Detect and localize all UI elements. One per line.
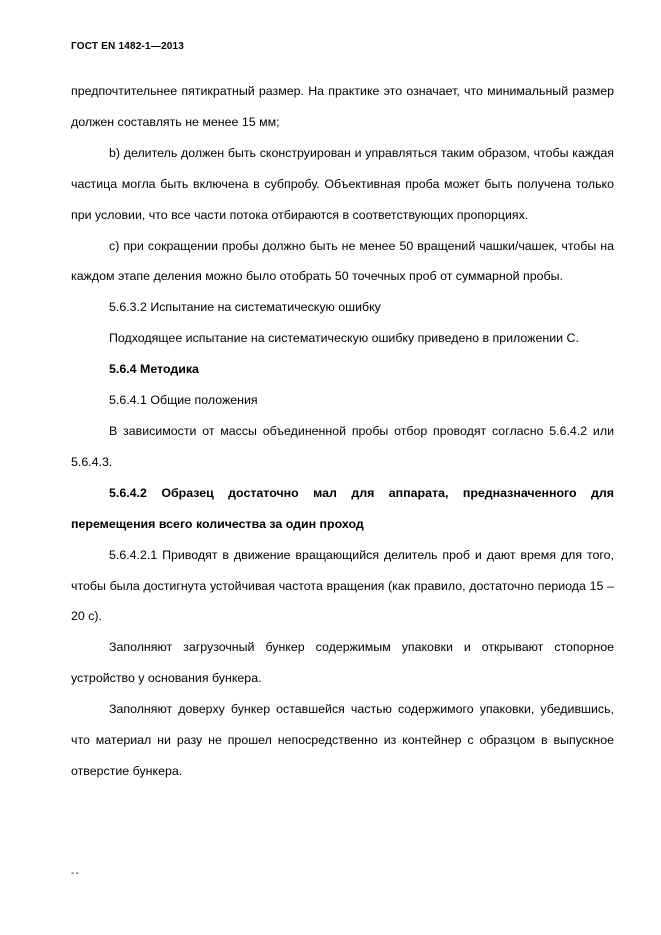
footer-mark: --: [71, 868, 80, 879]
standard-header: ГОСТ EN 1482-1—2013: [71, 41, 185, 52]
document-body: [71, 76, 614, 787]
paragraph-systematic-error: Подходящее испытание на систематическую ошибку приведено в приложении С.: [109, 331, 579, 346]
list-item-b: b) делитель должен быть сконструирован и управляться таким образом, чтобы каждая частица могла быть включена в субпробу. Объективная проба может быть получена только при условии, что все части потока отбираются в соответствующих пропорциях.: [71, 145, 614, 222]
section-5-6-4-2-heading: 5.6.4.2 Образец достаточно мал для аппарата, предназначенного для перемещения всего количества за один проход: [71, 485, 614, 531]
paragraph-continuation: предпочтительнее пятикратный размер. На практике это означает, что минимальный размер должен составлять не менее 15 мм;: [71, 84, 614, 129]
paragraph-fill-hopper: Заполняют загрузочный бункер содержимым упаковки и открывают стопорное устройство у основания бункера.: [71, 640, 614, 686]
paragraph-5-6-4-2-1: 5.6.4.2.1 Приводят в движение вращающийся делитель проб и дают время для того, чтобы была достигнута устойчивая частота вращения (как правило, достаточно периода 15 – 20 с).: [71, 547, 614, 624]
section-5-6-4-1-heading: 5.6.4.1 Общие положения: [109, 393, 258, 408]
paragraph-fill-remaining: Заполняют доверху бункер оставшейся частью содержимого упаковки, убедившись, что материал ни разу не прошел непосредственно из контейнер с образцом в выпускное отверстие бункера.: [71, 702, 614, 778]
paragraph-sampling-choice: В зависимости от массы объединенной пробы отбор проводят согласно 5.6.4.2 или 5.6.4.3.: [71, 423, 614, 469]
section-5-6-4-heading: 5.6.4 Методика: [109, 362, 199, 377]
section-5-6-3-2-heading: 5.6.3.2 Испытание на систематическую ошибку: [109, 300, 381, 315]
list-item-c: c) при сокращении пробы должно быть не менее 50 вращений чашки/чашек, чтобы на каждом этапе деления можно было отобрать 50 точечных проб от суммарной пробы.: [71, 238, 614, 284]
